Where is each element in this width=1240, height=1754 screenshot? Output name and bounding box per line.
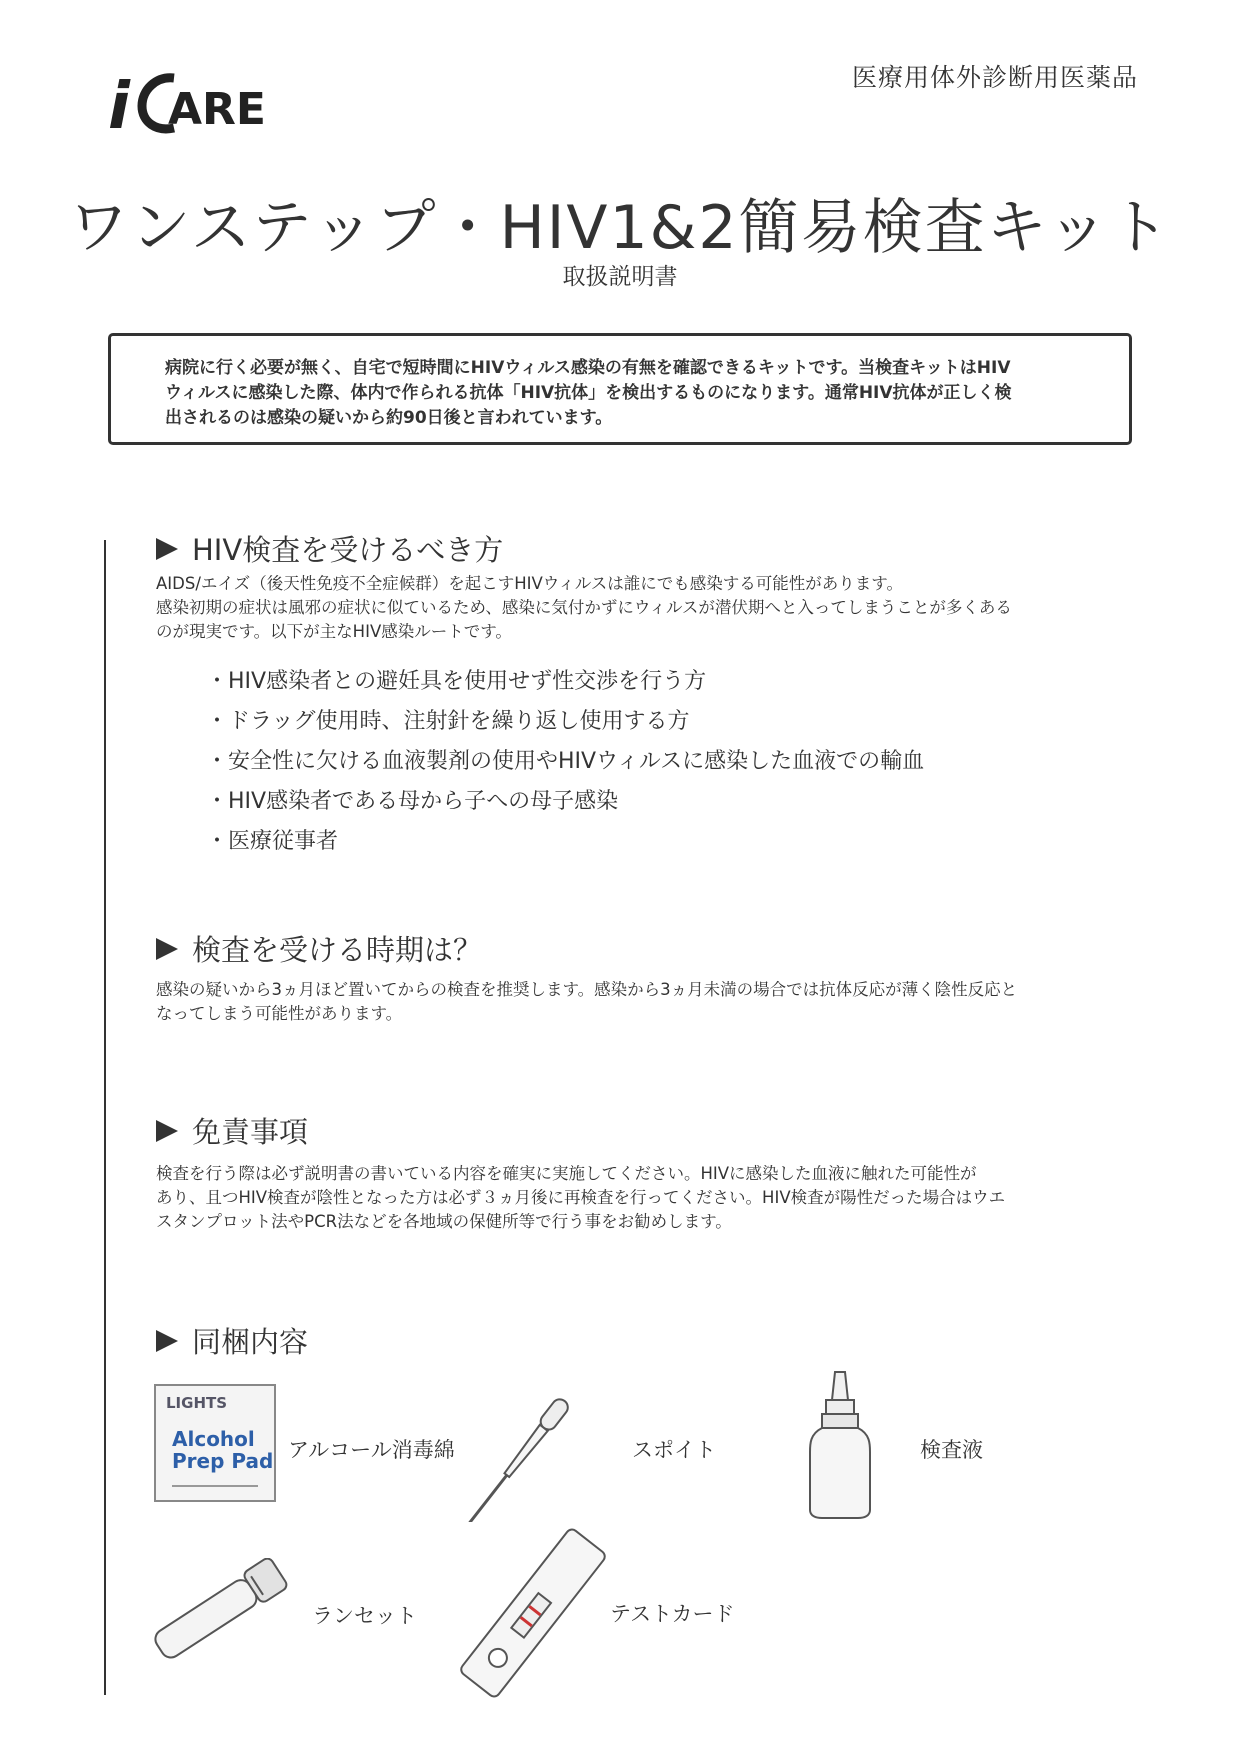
paragraph-line: 感染の疑いから3ヵ月ほど置いてからの検査を推奨します。感染から3ヵ月未満の場合では抗体反応が薄く陰性反応と <box>156 980 1018 999</box>
item-label-lancet: ランセット <box>312 1604 417 1628</box>
list-item: ・医療従事者 <box>206 829 339 854</box>
pipette-icon <box>446 1392 596 1522</box>
section2-paragraph <box>156 978 1106 1026</box>
left-rule <box>104 540 106 1695</box>
document-category: 医療用体外診断用医薬品 <box>851 63 1138 92</box>
section-heading-text: 同梱内容 <box>192 1325 309 1359</box>
svg-text:ARE: ARE <box>168 84 266 135</box>
triangle-bullet-icon <box>156 1120 178 1142</box>
section-heading-text: HIV検査を受けるべき方 <box>192 533 504 567</box>
intro-box <box>108 333 1132 445</box>
paragraph-line: あり、且つHIV検査が陰性となった方は必ず３ヵ月後に再検査を行ってください。HIV検査が陽性だった場合はウエ <box>156 1188 1006 1207</box>
paragraph-line: スタンプロット法やPCR法などを各地域の保健所等で行う事をお勧めします。 <box>156 1212 732 1231</box>
section1-paragraph <box>156 572 1106 644</box>
document-title: ワンステップ・HIV1&2簡易検査キット <box>68 193 1172 263</box>
list-item: ・安全性に欠ける血液製剤の使用やHIVウィルスに感染した血液での輸血 <box>206 749 925 774</box>
intro-line: 出されるのは感染の疑いから約90日後と言われています。 <box>165 408 613 428</box>
icare-logo <box>104 62 294 138</box>
section-heading-who-should-test <box>156 528 503 569</box>
section-heading-text: 免責事項 <box>192 1115 309 1149</box>
pad-brand: LIGHTS <box>166 1394 228 1412</box>
triangle-bullet-icon <box>156 1330 178 1352</box>
item-label-solution: 検査液 <box>920 1438 983 1462</box>
list-item: ・ドラッグ使用時、注射針を繰り返し使用する方 <box>206 709 690 734</box>
svg-text:i: i <box>108 70 130 138</box>
triangle-bullet-icon <box>156 938 178 960</box>
pad-line-2: Prep Pad <box>172 1449 274 1473</box>
test-card-icon <box>448 1524 618 1702</box>
item-label-alcohol: アルコール消毒綿 <box>288 1438 455 1462</box>
intro-line: ウィルスに感染した際、体内で作られる抗体「HIV抗体」を検出するものになります。通常HIV抗体が正しく検 <box>165 383 1012 403</box>
intro-line: 病院に行く必要が無く、自宅で短時間にHIVウィルス感染の有無を確認できるキットです。当検査キットはHIV <box>165 358 1011 378</box>
lancet-icon <box>150 1558 292 1660</box>
section-heading-contents <box>156 1320 308 1361</box>
item-label-testcard: テストカード <box>610 1602 735 1626</box>
section-heading-timing <box>156 928 482 969</box>
section-heading-disclaimer <box>156 1110 308 1151</box>
alcohol-pad-icon <box>154 1384 276 1502</box>
paragraph-line: 感染初期の症状は風邪の症状に似ているため、感染に気付かずにウィルスが潜伏期へと入ってしまうことが多くある <box>156 598 1012 617</box>
infection-route-list <box>206 662 924 862</box>
document-subtitle: 取扱説明書 <box>562 264 678 290</box>
paragraph-line: のが現実です。以下が主なHIV感染ルートです。 <box>156 622 512 641</box>
pad-line-1: Alcohol <box>172 1427 255 1451</box>
list-item: ・HIV感染者との避妊具を使用せず性交渉を行う方 <box>206 669 707 694</box>
paragraph-line: AIDS/エイズ（後天性免疫不全症候群）を起こすHIVウィルスは誰にでも感染する可能性があります。 <box>156 574 903 593</box>
solution-bottle-icon <box>808 1368 872 1520</box>
paragraph-line: 検査を行う際は必ず説明書の書いている内容を確実に実施してください。HIVに感染した血液に触れた可能性が <box>156 1164 977 1183</box>
section-heading-text: 検査を受ける時期は？ <box>192 933 483 967</box>
item-label-pipette: スポイト <box>632 1438 716 1462</box>
triangle-bullet-icon <box>156 538 178 560</box>
list-item: ・HIV感染者である母から子への母子感染 <box>206 789 619 814</box>
section3-paragraph <box>156 1162 1106 1234</box>
paragraph-line: なってしまう可能性があります。 <box>156 1004 403 1023</box>
